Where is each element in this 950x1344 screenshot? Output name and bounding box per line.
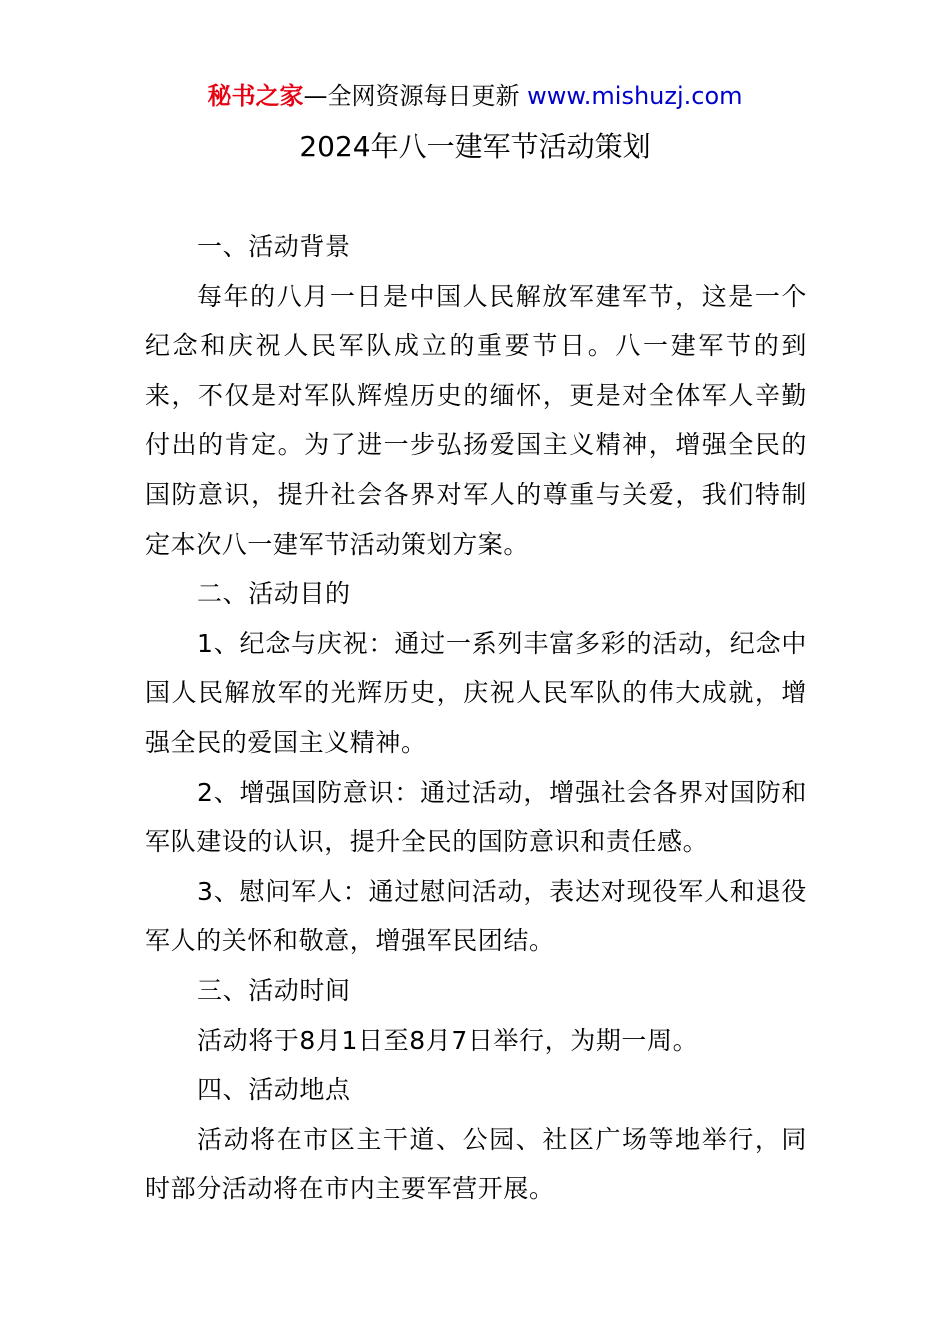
section-heading-purpose: 二、活动目的 (197, 579, 351, 609)
paragraph-purpose-1: 1、纪念与庆祝：通过一系列丰富多彩的活动，纪念中国人民解放军的光辉历史，庆祝人民军队的伟大成就，增强全民的爱国主义精神。 (145, 628, 807, 757)
section-heading-time: 三、活动时间 (197, 975, 351, 1005)
site-brand: 秘书之家 (207, 82, 304, 110)
paragraph-time: 活动将于8月1日至8月7日举行，为期一周。 (197, 1025, 699, 1055)
site-header (0, 80, 950, 112)
section-heading-background: 一、活动背景 (197, 232, 351, 261)
paragraph-purpose-2: 2、增强国防意识：通过活动，增强社会各界对国防和军队建设的认识，提升全民的国防意识和责任感。 (145, 777, 807, 857)
paragraph-background: 每年的八月一日是中国人民解放军建军节，这是一个纪念和庆祝人民军队成立的重要节日。八一建军节的到来，不仅是对军队辉煌历史的缅怀，更是对全体军人辛勤付出的肯定。为了进一步弘扬爱国主义精神，增强全民的国防意识，提升社会各界对军人的尊重与关爱，我们特制定本次八一建军节活动策划方案。 (145, 281, 807, 559)
section-heading-location: 四、活动地点 (197, 1075, 351, 1105)
document-body (145, 222, 807, 1214)
site-url-link[interactable]: www.mishuzj.com (527, 82, 743, 110)
document-title: 2024年八一建军节活动策划 (299, 130, 651, 163)
site-tagline: —全网资源每日更新 (303, 82, 520, 110)
paragraph-purpose-3: 3、慰问军人：通过慰问活动，表达对现役军人和退役军人的关怀和敬意，增强军民团结。 (145, 876, 807, 956)
paragraph-location: 活动将在市区主干道、公园、社区广场等地举行，同时部分活动将在市内主要军营开展。 (145, 1124, 807, 1204)
